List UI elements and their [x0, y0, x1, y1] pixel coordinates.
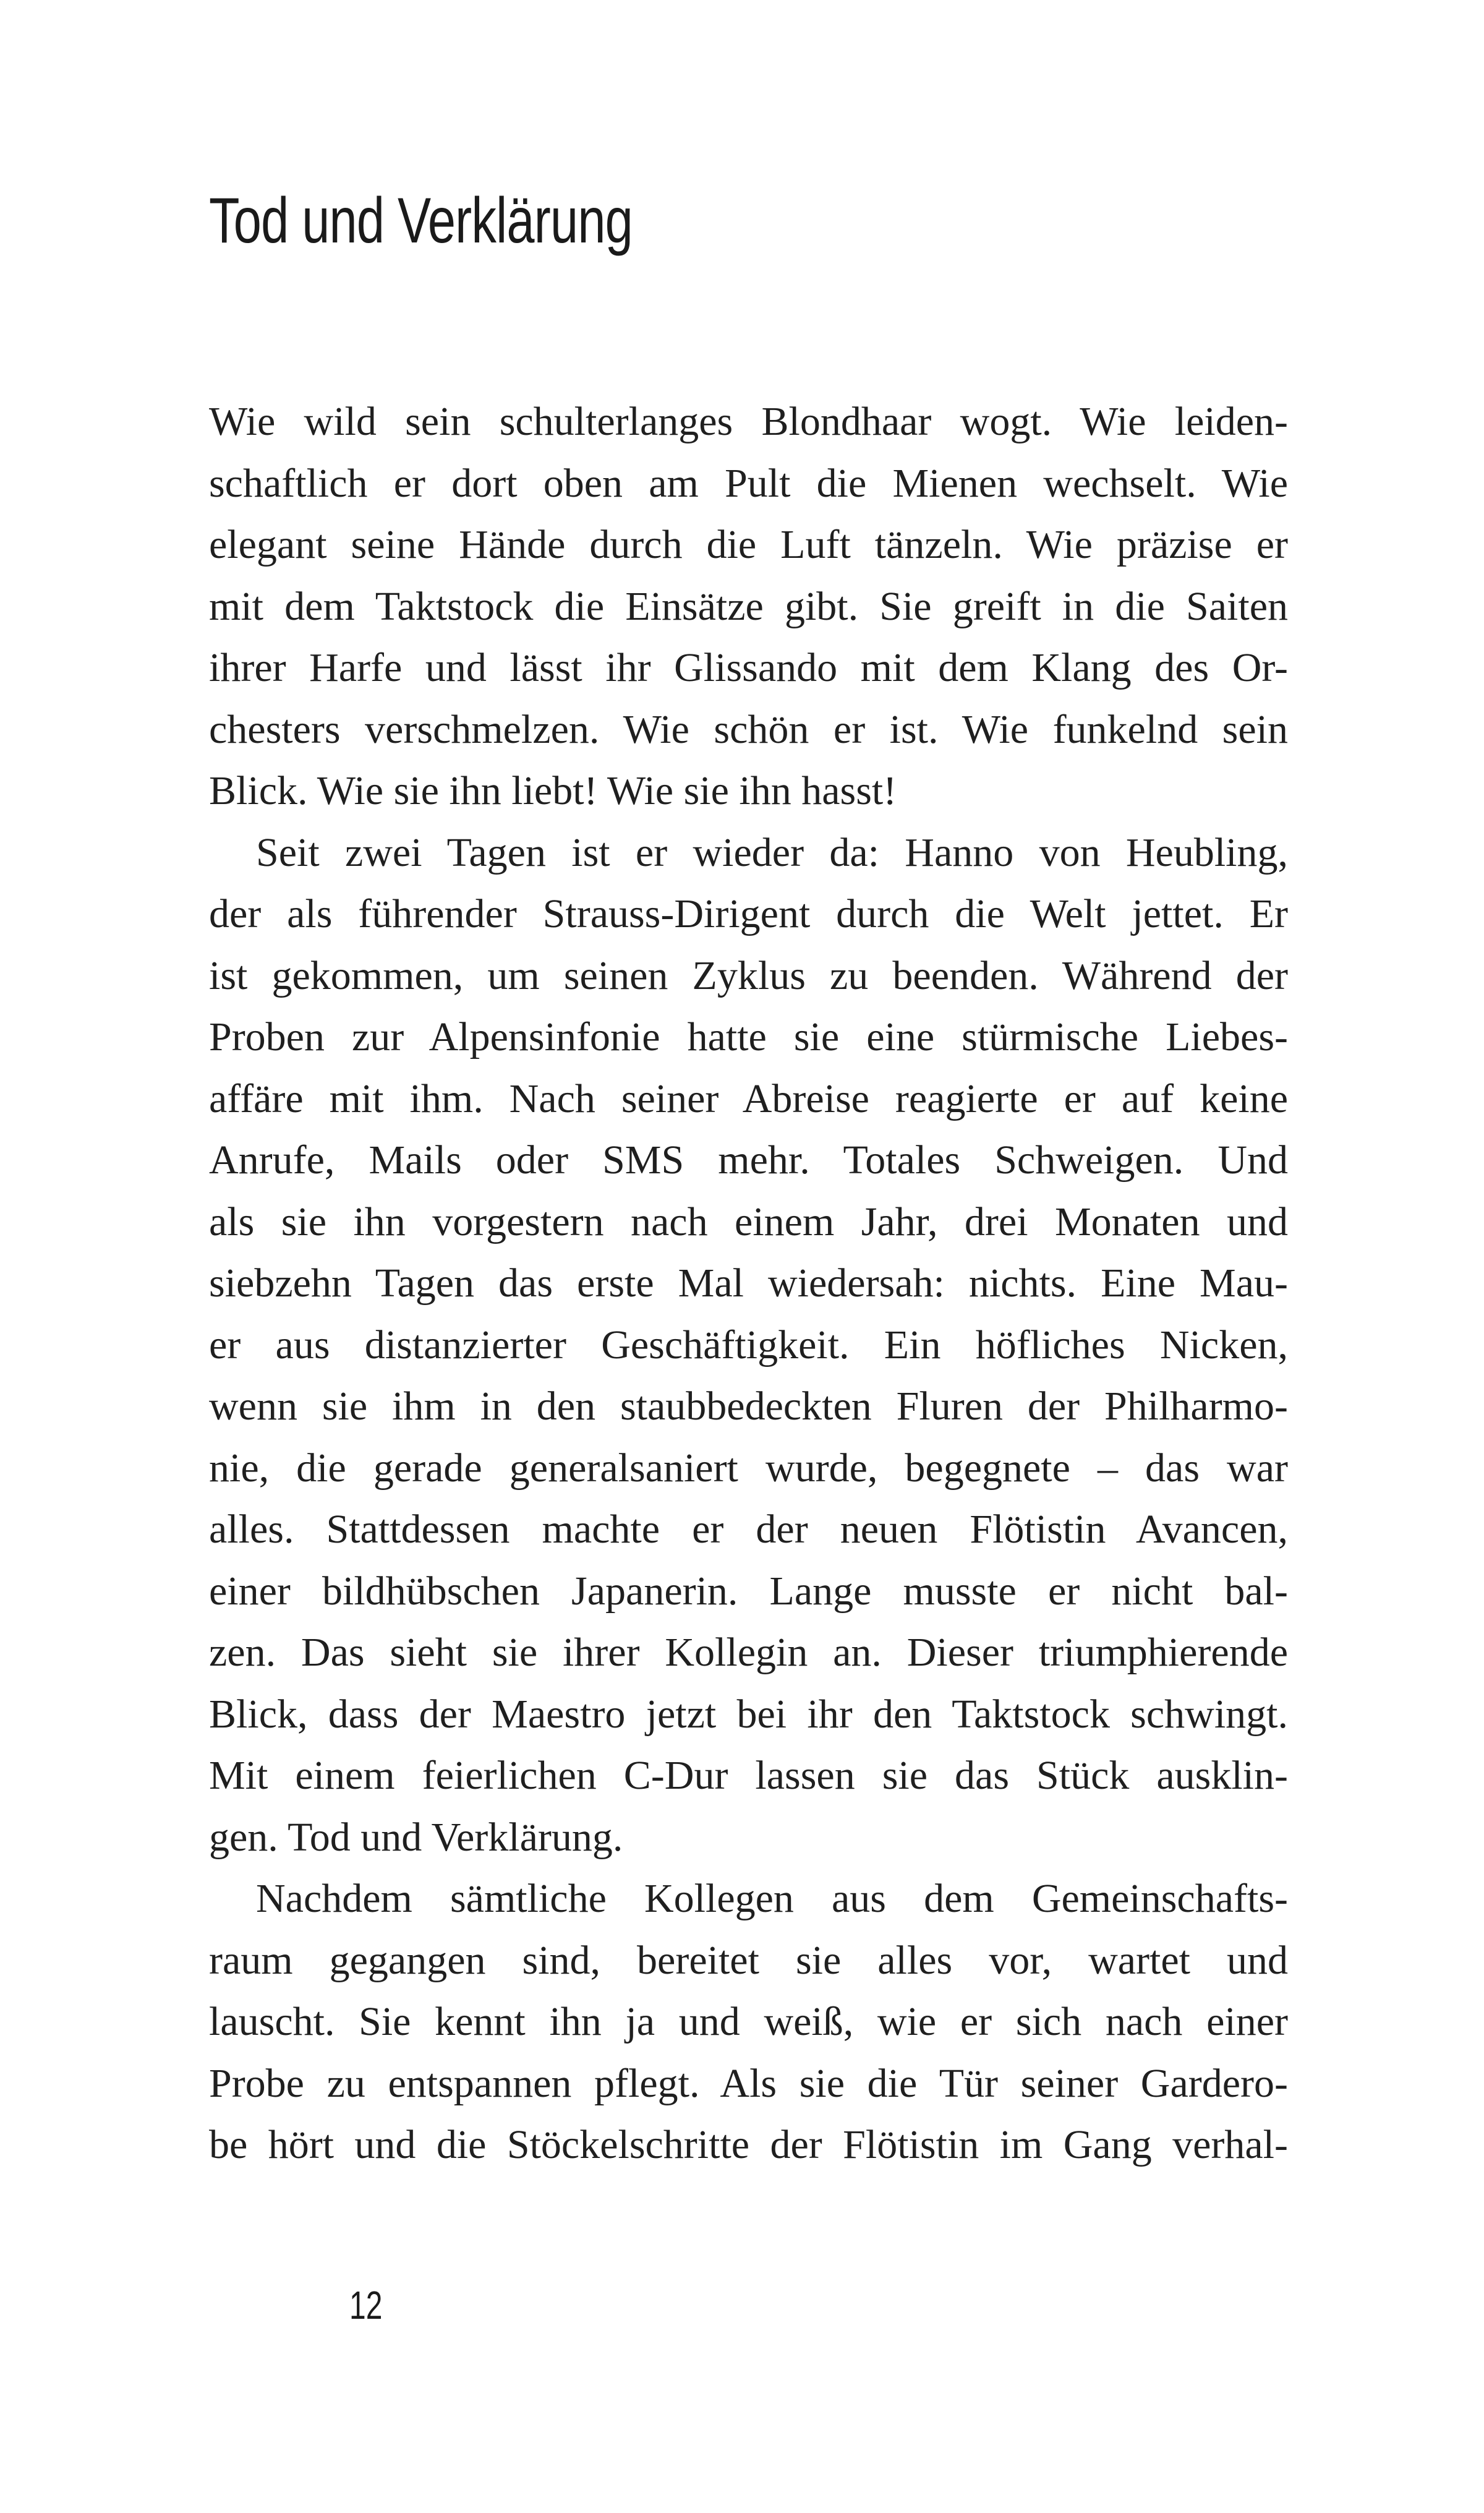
text-line: elegant seine Hände durch die Luft tänzeln. Wie präzise er [209, 522, 1288, 567]
text-line: Mit einem feierlichen C-Dur lassen sie das Stück ausklin- [209, 1753, 1288, 1798]
paragraph-3 [209, 1868, 1288, 2176]
page-number: 12 [349, 2283, 383, 2327]
text-line: wenn sie ihm in den staubbedeckten Fluren der Philharmo- [209, 1384, 1288, 1429]
text-line: Nachdem sämtliche Kollegen aus dem Gemeinschafts- [256, 1876, 1288, 1921]
text-line: Proben zur Alpensinfonie hatte sie eine stürmische Liebes- [209, 1014, 1288, 1060]
text-line: einer bildhübschen Japanerin. Lange musste er nicht bal- [209, 1568, 1288, 1614]
text-line: er aus distanzierter Geschäftigkeit. Ein höfliches Nicken, [209, 1322, 1288, 1368]
text-line: zen. Das sieht sie ihrer Kollegin an. Dieser triumphierende [209, 1630, 1288, 1675]
text-line: als sie ihn vorgestern nach einem Jahr, drei Monaten und [209, 1199, 1288, 1244]
text-line: nie, die gerade generalsaniert wurde, begegnete – das war [209, 1445, 1288, 1491]
text-line: Probe zu entspannen pflegt. Als sie die Tür seiner Gardero- [209, 2060, 1288, 2106]
text-line: mit dem Taktstock die Einsätze gibt. Sie greift in die Saiten [209, 583, 1288, 629]
text-line: Seit zwei Tagen ist er wieder da: Hanno von Heubling, [256, 829, 1288, 875]
text-line: ist gekommen, um seinen Zyklus zu beenden. Während der [209, 953, 1288, 998]
text-line: Blick. Wie sie ihn liebt! Wie sie ihn hasst! [209, 768, 897, 813]
text-line: be hört und die Stöckelschritte der Flötistin im Gang verhal- [209, 2122, 1288, 2167]
text-line: schaftlich er dort oben am Pult die Mienen wechselt. Wie [209, 460, 1288, 506]
body-text [209, 391, 1288, 2176]
text-line: affäre mit ihm. Nach seiner Abreise reagierte er auf keine [209, 1076, 1288, 1121]
paragraph-1 [209, 391, 1288, 822]
text-line: gen. Tod und Verklärung. [209, 1814, 623, 1860]
text-line: raum gegangen sind, bereitet sie alles vor, wartet und [209, 1937, 1288, 1983]
text-line: Wie wild sein schulterlanges Blondhaar wogt. Wie leiden- [209, 399, 1288, 444]
text-line: chesters verschmelzen. Wie schön er ist. Wie funkelnd sein [209, 706, 1288, 752]
text-line: Anrufe, Mails oder SMS mehr. Totales Schweigen. Und [209, 1137, 1288, 1183]
text-line: ihrer Harfe und lässt ihr Glissando mit dem Klang des Or- [209, 645, 1288, 690]
text-line: der als führender Strauss-Dirigent durch die Welt jettet. Er [209, 891, 1288, 936]
text-line: lauscht. Sie kennt ihn ja und weiß, wie er sich nach einer [209, 1999, 1288, 2044]
chapter-title: Tod und Verklärung [209, 185, 633, 257]
paragraph-2 [209, 822, 1288, 1869]
text-line: siebzehn Tagen das erste Mal wiedersah: nichts. Eine Mau- [209, 1261, 1288, 1306]
text-line: Blick, dass der Maestro jetzt bei ihr den Taktstock schwingt. [209, 1691, 1288, 1737]
text-line: alles. Stattdessen machte er der neuen Flötistin Avancen, [209, 1507, 1288, 1552]
